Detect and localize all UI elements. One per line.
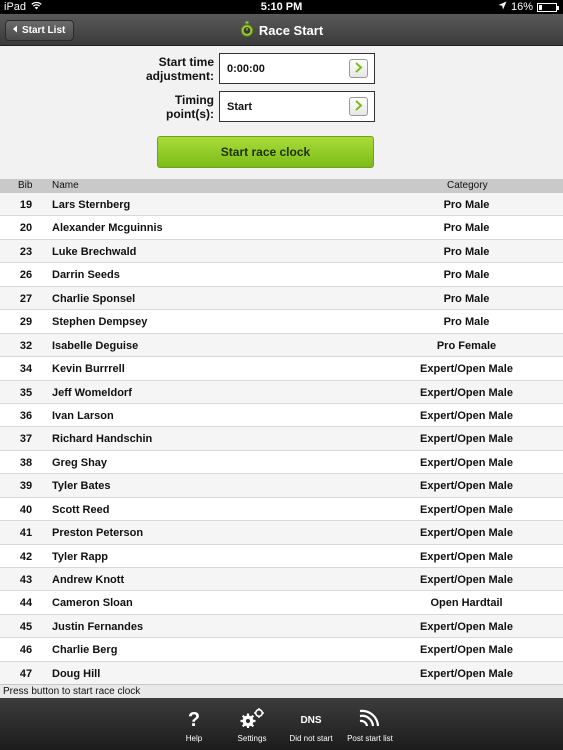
race-start-form xyxy=(0,46,563,179)
category-cell: Pro Male xyxy=(443,292,490,305)
bib-cell: 47 xyxy=(19,667,33,680)
start-time-label-line1: Start time xyxy=(158,55,214,69)
name-cell: Tyler Rapp xyxy=(52,550,109,563)
location-icon xyxy=(498,1,507,13)
table-row[interactable] xyxy=(0,404,563,427)
bib-cell: 44 xyxy=(19,597,33,610)
column-header-name: Name xyxy=(52,180,79,191)
start-list-table xyxy=(0,193,563,685)
table-row[interactable] xyxy=(0,474,563,497)
bib-cell: 40 xyxy=(19,503,33,516)
nav-bar xyxy=(0,14,563,46)
name-cell: Doug Hill xyxy=(52,667,101,680)
name-cell: Charlie Sponsel xyxy=(52,292,136,305)
did-not-start-button[interactable] xyxy=(287,698,335,750)
table-row[interactable] xyxy=(0,498,563,521)
table-row[interactable] xyxy=(0,662,563,685)
start-time-label-line2: adjustment: xyxy=(145,69,214,83)
bib-cell: 43 xyxy=(19,574,33,586)
category-cell: Expert/Open Male xyxy=(420,433,513,446)
name-cell: Richard Handschin xyxy=(52,433,153,446)
name-cell: Preston Peterson xyxy=(52,527,144,540)
name-cell: Andrew Knott xyxy=(52,574,125,586)
table-row[interactable] xyxy=(0,427,563,450)
name-cell: Justin Fernandes xyxy=(52,620,144,633)
category-cell: Expert/Open Male xyxy=(420,620,513,633)
table-row[interactable] xyxy=(0,591,563,614)
name-cell: Cameron Sloan xyxy=(52,597,133,610)
column-header-bib: Bib xyxy=(18,180,33,191)
chevron-right-icon xyxy=(354,62,363,76)
timing-point-label xyxy=(94,93,214,121)
status-bar xyxy=(0,0,563,14)
back-button-label: Start List xyxy=(22,25,66,36)
bib-cell: 36 xyxy=(19,409,33,422)
table-header xyxy=(0,179,563,193)
bib-cell: 37 xyxy=(19,433,33,446)
settings-label: Settings xyxy=(237,734,267,743)
name-cell: Ivan Larson xyxy=(52,409,114,422)
bib-cell: 42 xyxy=(19,550,33,563)
page-title xyxy=(0,14,563,46)
start-time-label xyxy=(94,55,214,83)
category-cell: Pro Male xyxy=(443,316,490,329)
bib-cell: 32 xyxy=(19,339,33,352)
help-label: Help xyxy=(185,734,203,743)
timing-label-line1: Timing xyxy=(174,93,214,107)
bib-cell: 39 xyxy=(19,480,33,493)
timing-label-line2: point(s): xyxy=(166,107,214,121)
post-start-list-label: Post start list xyxy=(347,734,393,743)
category-cell: Open Hardtail xyxy=(430,597,503,610)
stopwatch-icon xyxy=(240,21,254,40)
help-button[interactable] xyxy=(176,698,212,750)
did-not-start-label: Did not start xyxy=(289,734,333,743)
category-cell: Expert/Open Male xyxy=(420,480,513,493)
start-race-clock-button[interactable]: Start race clock xyxy=(157,136,374,168)
category-cell: Expert/Open Male xyxy=(420,503,513,516)
bib-cell: 38 xyxy=(19,456,33,469)
table-row[interactable] xyxy=(0,381,563,404)
category-cell: Expert/Open Male xyxy=(420,574,513,586)
category-cell: Pro Male xyxy=(443,222,490,235)
name-cell: Isabelle Deguise xyxy=(52,339,139,352)
status-message: Press button to start race clock xyxy=(0,684,563,698)
table-row[interactable] xyxy=(0,263,563,286)
bib-cell: 35 xyxy=(19,386,33,399)
post-start-list-button[interactable] xyxy=(344,698,396,750)
table-row[interactable] xyxy=(0,638,563,661)
table-row[interactable] xyxy=(0,357,563,380)
name-cell: Charlie Berg xyxy=(52,644,118,657)
battery-percent: 16% xyxy=(510,1,533,13)
table-row[interactable] xyxy=(0,193,563,216)
name-cell: Darrin Seeds xyxy=(52,269,120,282)
start-time-disclosure-button[interactable] xyxy=(349,59,368,78)
timing-point-disclosure-button[interactable] xyxy=(349,97,368,116)
table-row[interactable] xyxy=(0,451,563,474)
bib-cell: 20 xyxy=(19,222,33,235)
name-cell: Alexander Mcguinnis xyxy=(52,222,163,235)
bib-cell: 34 xyxy=(19,363,33,376)
bib-cell: 29 xyxy=(19,316,33,329)
column-header-category: Category xyxy=(447,180,488,191)
category-cell: Pro Female xyxy=(436,339,497,352)
category-cell: Pro Male xyxy=(443,199,490,211)
table-row[interactable] xyxy=(0,521,563,544)
question-mark-icon: ? xyxy=(187,709,201,731)
page-title-text: Race Start xyxy=(258,22,324,38)
category-cell: Expert/Open Male xyxy=(420,527,513,540)
start-time-value: 0:00:00 xyxy=(227,62,265,75)
bib-cell: 27 xyxy=(19,292,33,305)
gears-icon xyxy=(239,708,265,730)
name-cell: Jeff Womeldorf xyxy=(52,386,132,399)
chevron-right-icon xyxy=(354,100,363,114)
category-cell: Pro Male xyxy=(443,245,490,258)
table-row[interactable] xyxy=(0,240,563,263)
category-cell: Expert/Open Male xyxy=(420,363,513,376)
name-cell: Greg Shay xyxy=(52,456,108,469)
battery-icon xyxy=(537,3,557,12)
table-row[interactable] xyxy=(0,216,563,239)
bib-cell: 46 xyxy=(19,644,33,657)
category-cell: Expert/Open Male xyxy=(420,409,513,422)
timing-point-field[interactable] xyxy=(219,91,375,122)
name-cell: Lars Sternberg xyxy=(52,199,131,211)
table-row[interactable] xyxy=(0,545,563,568)
category-cell: Expert/Open Male xyxy=(420,644,513,657)
table-row[interactable] xyxy=(0,615,563,638)
name-cell: Tyler Bates xyxy=(52,480,111,493)
carrier-label: iPad xyxy=(4,1,27,13)
name-cell: Luke Brechwald xyxy=(52,245,137,258)
timing-point-value: Start xyxy=(227,100,253,113)
bib-cell: 19 xyxy=(19,199,33,211)
start-time-field[interactable] xyxy=(219,53,375,84)
name-cell: Kevin Burrrell xyxy=(52,363,125,376)
bib-cell: 26 xyxy=(19,269,33,282)
category-cell: Expert/Open Male xyxy=(420,550,513,563)
table-row[interactable] xyxy=(0,310,563,333)
table-row[interactable] xyxy=(0,334,563,357)
category-cell: Expert/Open Male xyxy=(420,386,513,399)
clock: 5:10 PM xyxy=(260,1,303,13)
broadcast-icon xyxy=(359,708,381,730)
name-cell: Stephen Dempsey xyxy=(52,316,148,329)
category-cell: Pro Male xyxy=(443,269,490,282)
bib-cell: 45 xyxy=(19,620,33,633)
table-row[interactable] xyxy=(0,287,563,310)
table-row[interactable] xyxy=(0,568,563,591)
dns-icon: DNS xyxy=(300,715,322,726)
bottom-toolbar xyxy=(0,698,563,750)
battery-fill xyxy=(539,5,542,10)
settings-button[interactable] xyxy=(232,698,272,750)
name-cell: Scott Reed xyxy=(52,503,110,516)
bib-cell: 23 xyxy=(19,245,33,258)
bib-cell: 41 xyxy=(19,527,33,540)
category-cell: Expert/Open Male xyxy=(420,667,513,680)
category-cell: Expert/Open Male xyxy=(420,456,513,469)
